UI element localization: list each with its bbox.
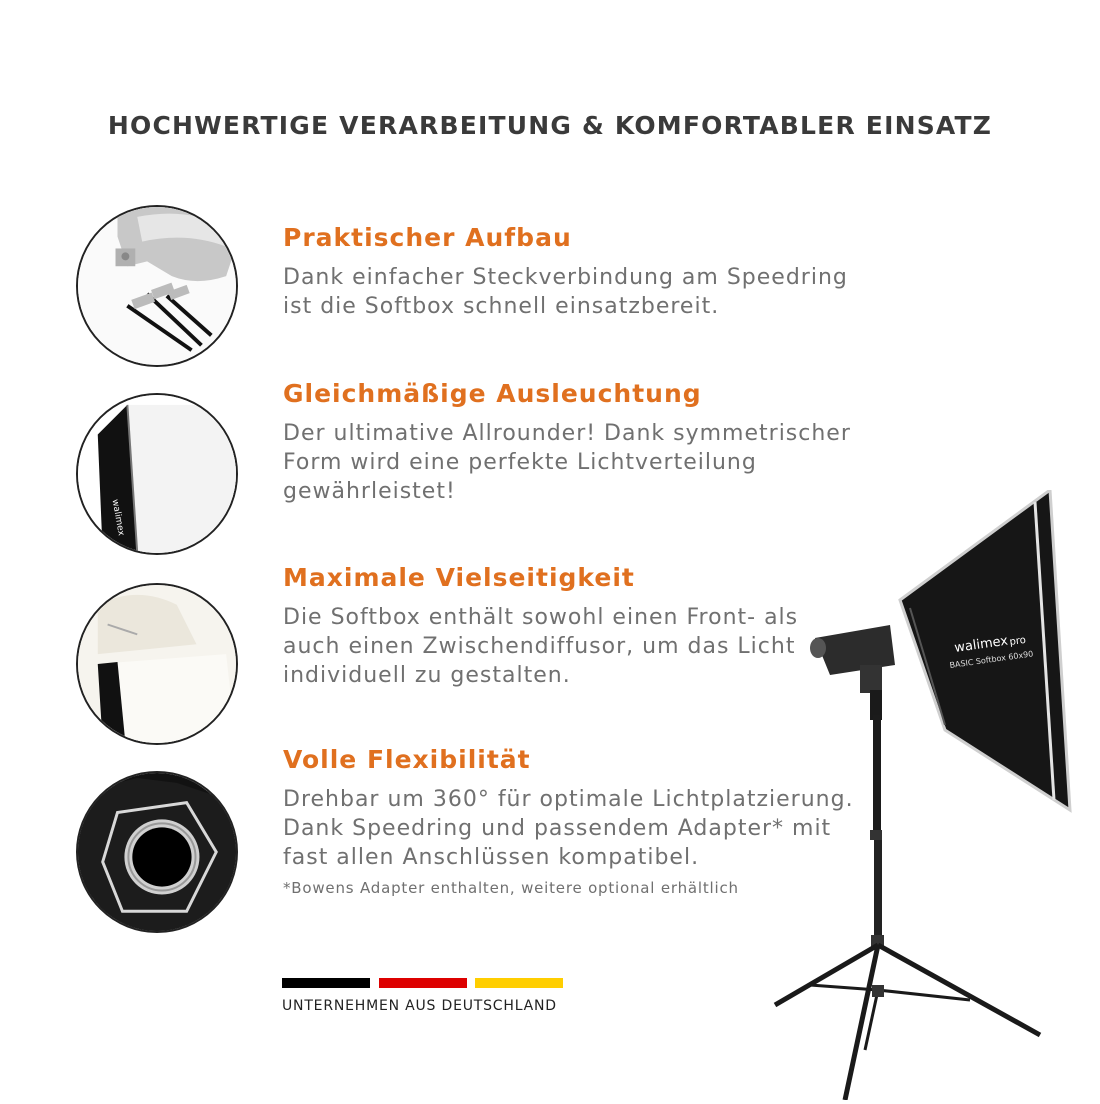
page-title: HOCHWERTIGE VERARBEITUNG & KOMFORTABLER EINSATZ [107, 111, 993, 140]
feature-illumination [283, 379, 883, 506]
feature-heading: Gleichmäßige Ausleuchtung [283, 379, 702, 408]
softbox-front-icon [76, 393, 238, 555]
flag-stripe-red [379, 978, 467, 988]
feature-setup [283, 223, 883, 321]
svg-text:walimex: walimex [109, 498, 126, 537]
svg-text:BASIC Softbox 60x90: BASIC Softbox 60x90 [949, 649, 1034, 670]
flag-stripe-black [282, 978, 370, 988]
feature-text: Die Softbox enthält sowohl einen Front- als auch einen Zwischendiffusor, um das Licht individuell zu gestalten. [283, 605, 799, 688]
speedring-rods-icon [76, 205, 238, 367]
feature-heading: Volle Flexibilität [283, 745, 531, 774]
speedring-back-icon [76, 771, 238, 933]
feature-text: Dank einfacher Steckverbindung am Speedring ist die Softbox schnell einsatzbereit. [283, 265, 848, 319]
feature-text: Der ultimative Allrounder! Dank symmetrischer Form wird eine perfekte Lichtverteilung gewährleistet! [283, 421, 851, 504]
svg-text:pro: pro [1008, 634, 1027, 648]
softbox-brand-logo: walimex [953, 633, 1009, 656]
feature-heading: Maximale Vielseitigkeit [283, 563, 635, 592]
feature-footnote: *Bowens Adapter enthalten, weitere optional erhältlich [283, 879, 739, 897]
company-origin-label: UNTERNEHMEN AUS DEUTSCHLAND [282, 998, 557, 1014]
diffusor-cloth-icon [76, 583, 238, 745]
feature-heading: Praktischer Aufbau [283, 223, 572, 252]
feature-text: Drehbar um 360° für optimale Lichtplatzierung. Dank Speedring und passendem Adapter* mit fast allen Anschlüssen kompatibel. [283, 787, 854, 870]
softbox-product-image [770, 490, 1080, 1100]
flag-stripe-gold [475, 978, 563, 988]
